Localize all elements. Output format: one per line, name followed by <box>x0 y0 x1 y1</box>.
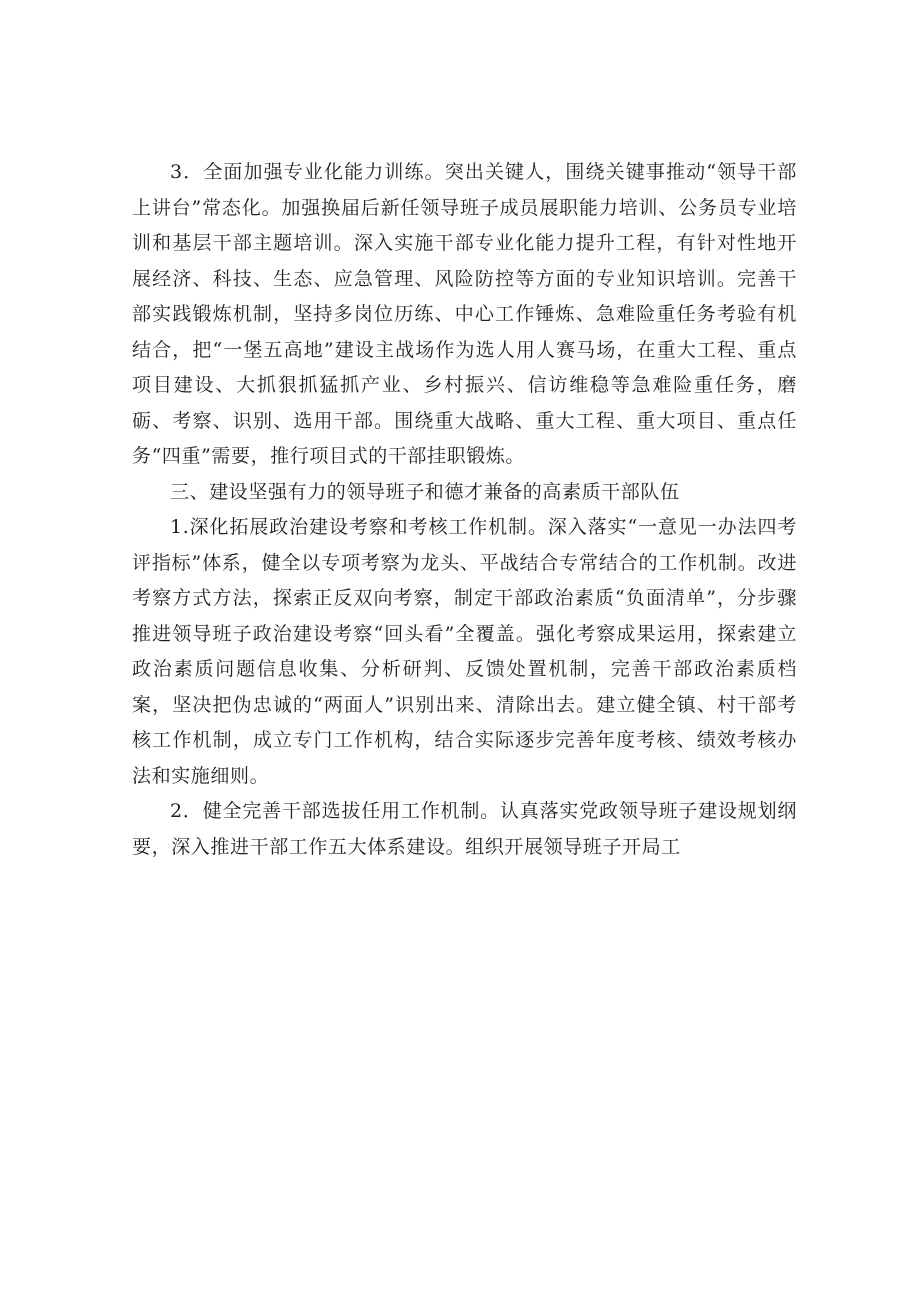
paragraph-political-assessment: 1.深化拓展政治建设考察和考核工作机制。深入落实“一意见一办法四考评指标”体系，健全以专项考察为龙头、平战结合专常结合的工作机制。改进考察方式方法，探索正反双向考察，制定干部政治素质“负面清单”，分步骤推进领导班子政治建设考察“回头看”全覆盖。强化考察成果运用，探索建立政治素质问题信息收集、分析研判、反馈处置机制，完善干部政治素质档案，坚决把伪忠诚的“两面人”识别出来、清除出去。建立健全镇、村干部考核工作机制，成立专门工作机构，结合实际逐步完善年度考核、绩效考核办法和实施细则。 <box>132 516 797 787</box>
section-heading-three: 三、建设坚强有力的领导班子和德才兼备的高素质干部队伍 <box>170 480 680 503</box>
paragraph-cadre-selection: 2．健全完善干部选拔任用工作机制。认真落实党政领导班子建设规划纲要，深入推进干部工作五大体系建设。组织开展领导班子开局工 <box>132 800 797 858</box>
document-body <box>132 155 797 865</box>
paragraph-professional-training: 3．全面加强专业化能力训练。突出关键人，围绕关键事推动“领导干部上讲台”常态化。加强换届后新任领导班子成员展职能力培训、公务员专业培训和基层干部主题培训。深入实施干部专业化能力提升工程，有针对性地开展经济、科技、生态、应急管理、风险防控等方面的专业知识培训。完善干部实践锻炼机制，坚持多岗位历练、中心工作锤炼、急难险重任务考验有机结合，把“一堡五高地”建设主战场作为选人用人赛马场，在重大工程、重点项目建设、大抓狠抓猛抓产业、乡村振兴、信访维稳等急难险重任务，磨砺、考察、识别、选用干部。围绕重大战略、重大工程、重大项目、重点任务“四重”需要，推行项目式的干部挂职锻炼。 <box>132 161 797 467</box>
